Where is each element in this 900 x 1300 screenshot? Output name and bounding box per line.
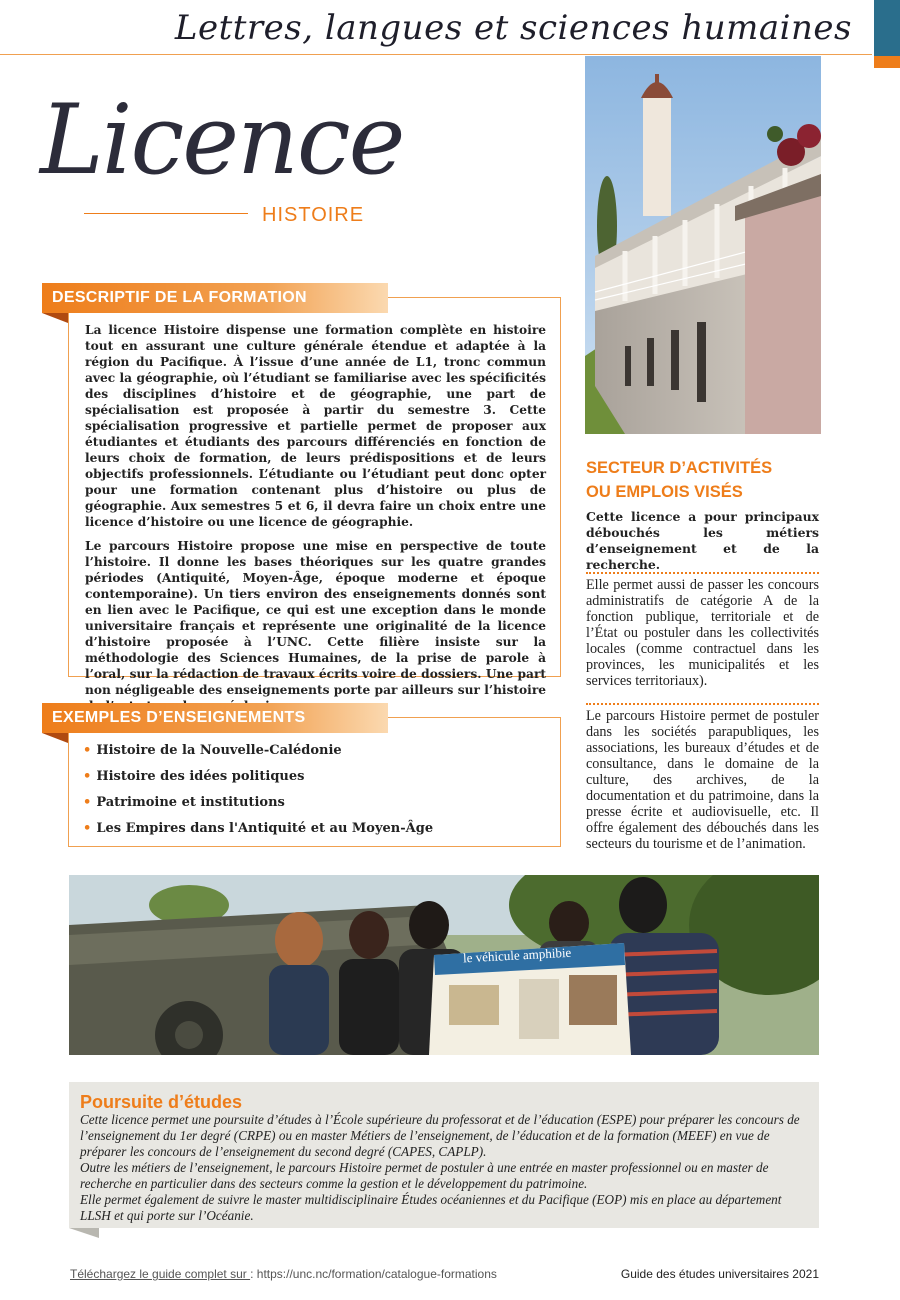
descriptif-paragraph-2: Le parcours Histoire propose une mise en perspective de toute l’histoire. Il donne les bases théoriques sur les quatre grandes périodes (Antiquité, Moyen-Âge, époque moderne et époque contemporaine). Un tiers environ des enseignements donnés sont en lien avec le Pacifique, ce qui est une exception dans le monde universitaire français et représente une originalité de la licence d’histoire proposée à l’UNC. Cette filière insiste sur la méthodologie des Sciences Humaines, de la prise de parole à l’oral, sur la rédaction de travaux écrits voire de dossiers. Une part non négligeable des enseignements porte par ailleurs sur l’histoire [85, 539, 546, 697]
poursuite-box [69, 1082, 819, 1228]
header-divider [0, 54, 872, 55]
poursuite-paragraph-3: Elle permet également de suivre le master multidisciplinaire Études océaniennes et du Pacifique (EOP) mis en place au département LLSH et qui porte sur l’Océanie. [80, 1192, 782, 1223]
catalogue-link[interactable]: https://unc.nc/formation/catalogue-formations [256, 1267, 497, 1281]
list-item: • Patrimoine et institutions [83, 795, 285, 810]
corner-tab-orange [874, 56, 900, 68]
list-item: • Histoire de la Nouvelle-Calédonie [83, 743, 342, 758]
subtitle-rule [84, 213, 248, 214]
banner-fold [42, 313, 68, 323]
exemples-list [83, 738, 546, 842]
exemples-heading: EXEMPLES D’ENSEIGNEMENTS [42, 703, 388, 733]
page-title: Licence [40, 84, 404, 196]
bullet-icon: • [83, 743, 92, 758]
secteur-paragraph-1: Elle permet aussi de passer les concours administratifs de catégorie A de la fonction publique, territoriale et de l’État ou postuler dans les collectivités locales (comme contractuel dans les provinces, les municipalités et les services territoriaux). [586, 577, 819, 689]
students-photo [69, 875, 819, 1055]
poster-title: le véhicule amphibie [462, 944, 572, 966]
dotted-divider [586, 703, 819, 705]
descriptif-box [68, 297, 561, 697]
building-photo [585, 56, 821, 434]
section-title: Lettres, langues et sciences humaines [174, 8, 852, 48]
box-fold [69, 1228, 99, 1238]
bullet-icon: • [83, 769, 92, 784]
poursuite-heading: Poursuite d’études [80, 1092, 243, 1112]
banner-fold [42, 733, 68, 743]
secteur-paragraph-2: Le parcours Histoire permet de postuler dans les sociétés parapubliques, les associations, les bureaux d’études et de consultance, dans le domaine de la culture, des archives, de la documentation et du patrimoine, dans la presse écrite et audiovisuelle, etc. Il offre également des débouchés dans les secteurs du tourisme et de l’animation. [586, 708, 819, 852]
dotted-divider [586, 572, 819, 574]
list-item: • Histoire des idées politiques [83, 769, 305, 784]
page-subtitle: HISTOIRE [262, 204, 365, 226]
poursuite-paragraph-2: Outre les métiers de l’enseignement, le parcours Histoire permet de postuler à une entrée en master professionnel ou en master de recherche en particulier dans des secteurs comme la gestion et le développement du patrimoine. [80, 1160, 769, 1191]
download-label: Téléchargez le guide complet sur [70, 1267, 251, 1281]
poursuite-paragraph-1: Cette licence permet une poursuite d’études à l’École supérieure du professorat et de l’éducation (ESPE) pour préparer les concours de l’enseignement du 1er degré (CRPE) ou en master Métiers de l’enseignement, de l’éducation et de la formation (MEEF) en vue de préparer les concours de l’enseignement du second degré (CAPES, CAPLP). [80, 1112, 800, 1159]
descriptif-heading: DESCRIPTIF DE LA FORMATION [42, 283, 388, 313]
footer-download[interactable]: Téléchargez le guide complet sur : https://unc.nc/formation/catalogue-formations [70, 1267, 497, 1281]
corner-tab-blue [874, 0, 900, 56]
secteur-lead: Cette licence a pour principaux débouchés les métiers d’enseignement et de la recherche. [586, 509, 819, 572]
bullet-icon: • [83, 795, 92, 810]
footer-guide: Guide des études universitaires 2021 [620, 1267, 819, 1281]
exemples-box [68, 717, 561, 847]
secteur-heading: SECTEUR D’ACTIVITÉS OU EMPLOIS VISÉS [586, 459, 773, 501]
list-item: • Les Empires dans l'Antiquité et au Moyen-Âge [83, 821, 434, 836]
corner-tab [874, 0, 900, 68]
descriptif-paragraph-1: La licence Histoire dispense une formation complète en histoire tout en assurant une culture générale étendue et adaptée à la région du Pacifique. À l’issue d’une année de L1, tronc commun avec la géographie, où l’étudiant se familiarise avec les spécificités des disciplines d’histoire et de géographie, une part de spécialisation est proposée à partir du semestre 3. Cette spécialisation progressive et partielle permet de proposer aux étudiantes et étudiants des parcours différenciés en fonction de leurs choix de formation, de leurs prédispositions et de leurs objectifs professionnels. L’étudiante ou l’étudiant peut donc opter pour une formation contenant plus d’histoire ou plus de géographie. Aux semestres 5 et 6, il devra faire un choix entre une licence d’histoire ou une licence de géographie. [85, 323, 546, 529]
bullet-icon: • [83, 821, 92, 836]
